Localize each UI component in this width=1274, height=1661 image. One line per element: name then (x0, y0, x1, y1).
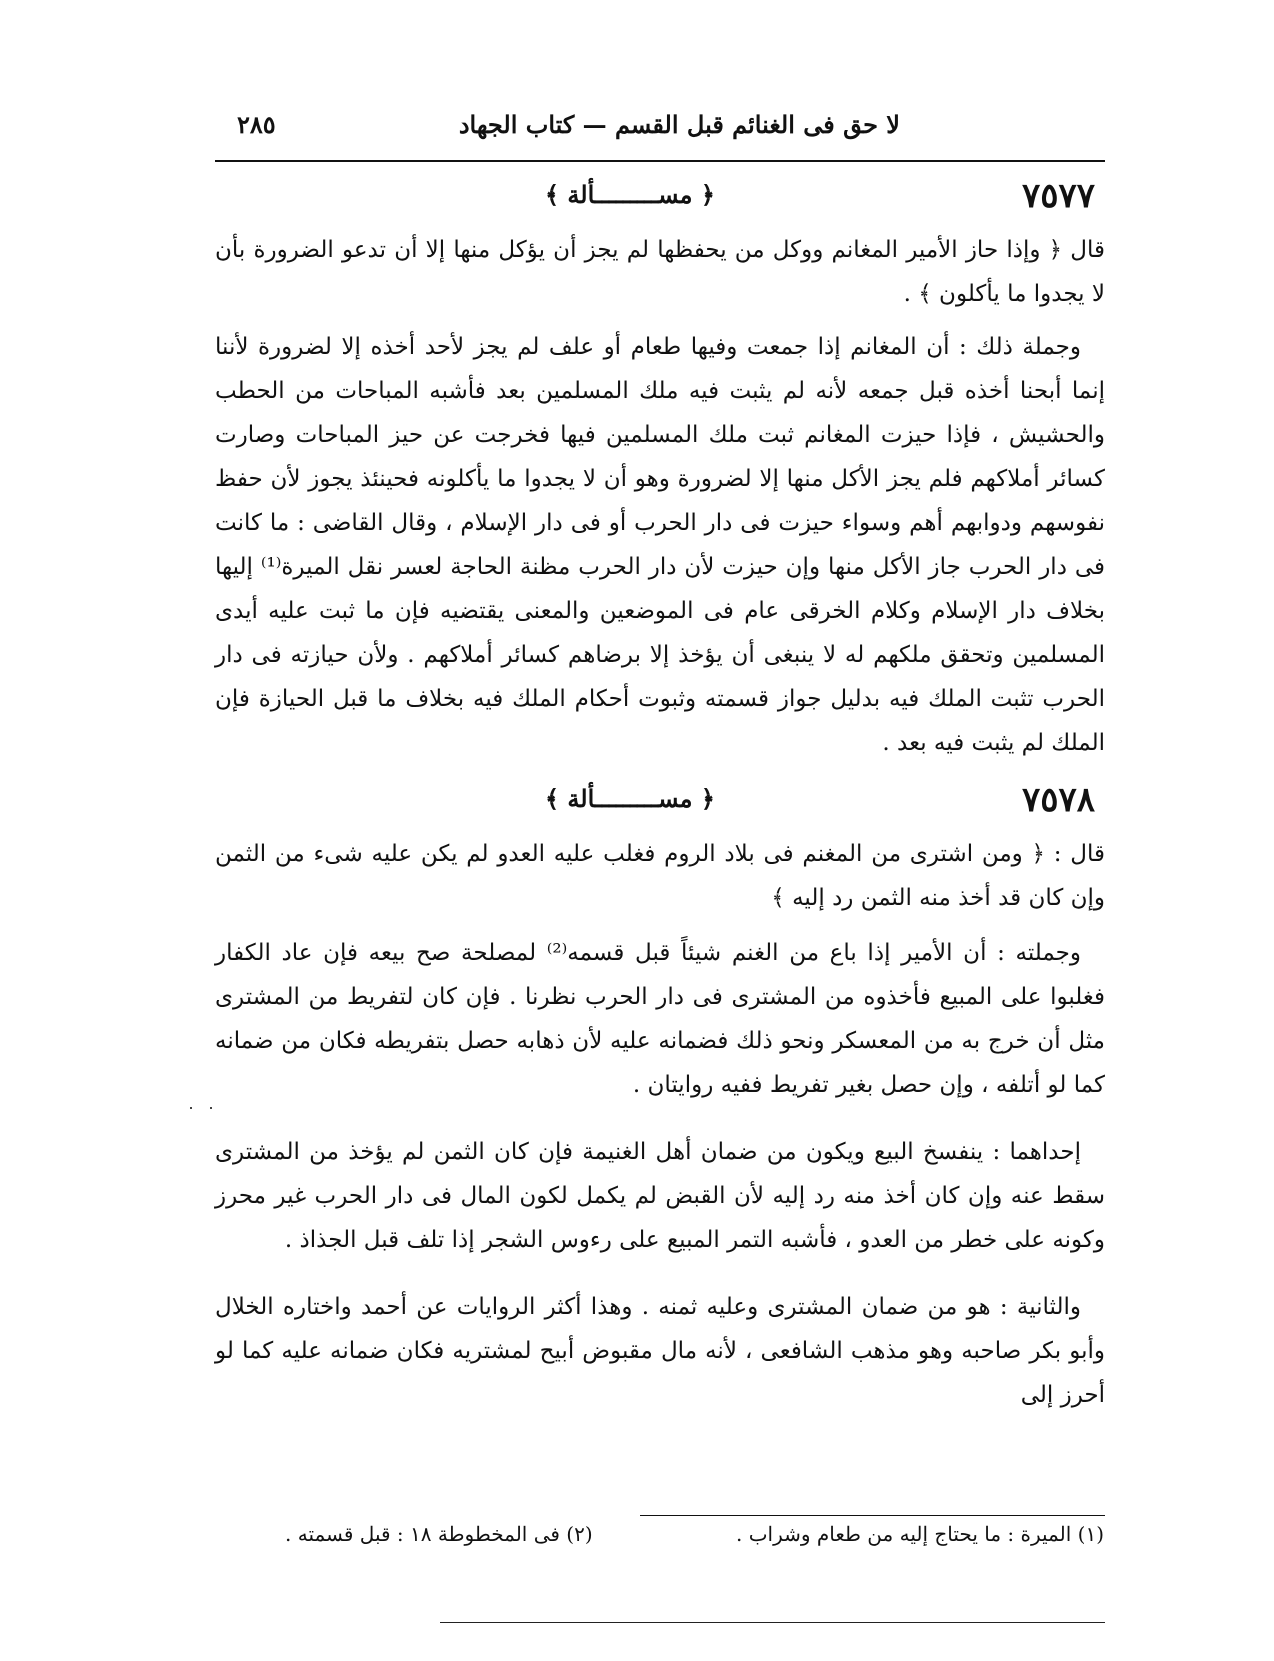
scan-speck (210, 1107, 212, 1109)
scan-speck (190, 1107, 192, 1109)
issue-heading (215, 176, 1105, 218)
issue-label: ﴿ مســـــــــألة ﴾ (545, 180, 715, 209)
issue-heading (215, 780, 1105, 822)
running-title: لا حق فى الغنائم قبل القسم — كتاب الجهاد (458, 110, 900, 139)
bottom-rule (440, 1622, 1105, 1623)
paragraph: إحداهما : ينفسخ البيع ويكون من ضمان أهل الغنيمة فإن كان الثمن لم يؤخذ من المشترى سقط عنه وإن كان أخذ منه رد إليه لأن القبض لم يكمل لكون المال فى دار الحرب غير محرز وكونه على خطر من العدو ، فأشبه التمر المبيع على رءوس الشجر إذا تلف قبل الجذاذ . (215, 1139, 1105, 1253)
header-rule (215, 160, 1105, 162)
footnote-1: (١) الميرة : ما يحتاج إليه من طعام وشراب . (736, 1522, 1104, 1546)
paragraph: والثانية : هو من ضمان المشترى وعليه ثمنه . وهذا أكثر الروايات عن أحمد واختاره الخلال وأبو بكر صاحبه وهو مذهب الشافعى ، لأنه مال مقبوض أبيح لمشتريه فكان ضمانه عليه كما لو أحرز إلى (215, 1294, 1105, 1408)
issue-number: ٧٥٧٧ (1021, 176, 1095, 216)
paragraph: قال ﴿ وإذا حاز الأمير المغانم ووكل من يحفظها لم يجز أن يؤكل منها إلا أن تدعو الضرورة بأن لا يجدوا ما يأكلون ﴾ . (215, 237, 1105, 307)
page-number: ٢٨٥ (237, 110, 276, 139)
issue-number: ٧٥٧٨ (1021, 780, 1095, 820)
running-header (215, 104, 1105, 150)
footnote-rule (640, 1515, 1105, 1516)
paragraph: وجملته : أن الأمير إذا باع من الغنم شيئاً قبل قسمه⁽²⁾ لمصلحة صح بيعه فإن عاد الكفار فغلبوا على المبيع فأخذوه من المشترى فى دار الحرب نظرنا . فإن كان لتفريط من المشترى مثل أن خرج به من المعسكر ونحو ذلك فضمانه عليه لأن ذهابه حصل بتفريطه فكان من ضمانه كما لو أتلفه ، وإن حصل بغير تفريط ففيه روايتان . (215, 940, 1105, 1098)
issue-label: ﴿ مســـــــــألة ﴾ (545, 784, 715, 813)
footnote-2: (٢) فى المخطوطة ١٨ : قبل قسمته . (285, 1522, 593, 1546)
paragraph: وجملة ذلك : أن المغانم إذا جمعت وفيها طعام أو علف لم يجز لأحد أخذه إلا لضرورة لأننا إنما أبحنا أخذه قبل جمعه لأنه لم يثبت فيه ملك المسلمين بعد فأشبه المباحات من الحطب والحشيش ، فإذا حيزت المغانم ثبت ملك المسلمين فيها فخرجت عن حيز المباحات وصارت كسائر أملاكهم فلم يجز الأكل منها إلا لضرورة وهو أن لا يجدوا ما يأكلونه فحينئذ يجوز لأن حفظ نفوسهم ودوابهم أهم وسواء حيزت فى دار الحرب أو فى دار الإسلام ، وقال القاضى : ما كانت فى دار الحرب جاز الأكل منها وإن حيزت لأن دار الحرب مظنة الحاجة لعسر نقل الميرة⁽¹⁾ إليها بخلاف دار الإسلام وكلام الخرقى عام فى الموضعين والمعنى يقتضيه فإن ما ثبت عليه أيدى المسلمين وتحقق ملكهم له لا ينبغى أن يؤخذ إلا برضاهم كسائر أملاكهم . ولأن حيازته فى دار الحرب تثبت الملك فيه بدليل جواز قسمته وثبوت أحكام الملك فيه بخلاف ما قبل الحيازة فإن الملك لم يثبت فيه بعد . (215, 334, 1105, 756)
paragraph: قال : ﴿ ومن اشترى من المغنم فى بلاد الروم فغلب عليه العدو لم يكن عليه شىء من الثمن وإن كان قد أخذ منه الثمن رد إليه ﴾ (215, 841, 1105, 911)
